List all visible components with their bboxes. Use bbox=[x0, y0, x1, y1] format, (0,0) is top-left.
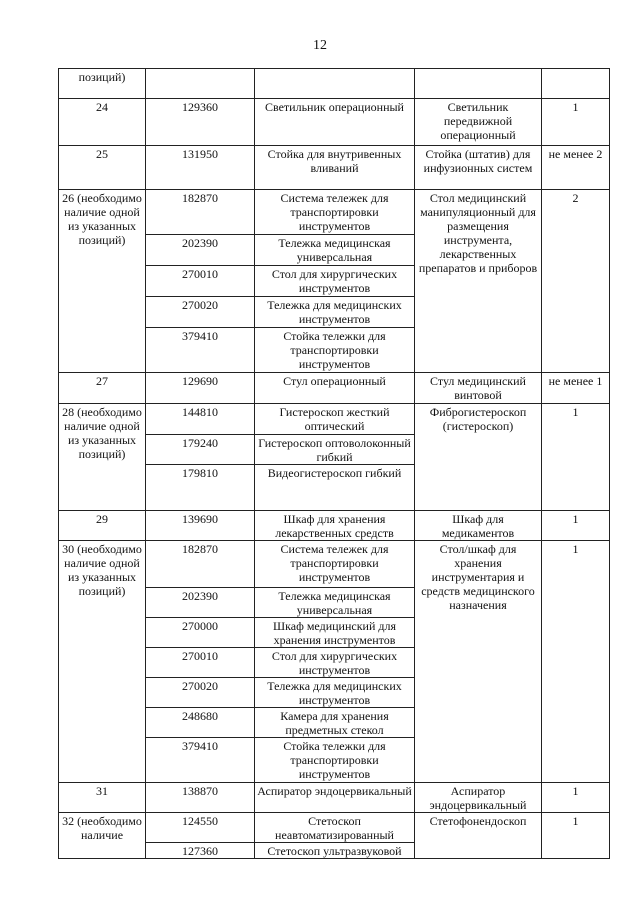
code-cell: 270020 bbox=[146, 678, 255, 708]
quantity-cell: 1 bbox=[542, 511, 610, 541]
quantity-cell: 1 bbox=[542, 541, 610, 783]
code-cell: 270010 bbox=[146, 648, 255, 678]
row-number-cell: 25 bbox=[59, 146, 146, 190]
name-cell: Стойка для внутривенных вливаний bbox=[255, 146, 415, 190]
name-cell: Стол для хирургических инструментов bbox=[255, 648, 415, 678]
equipment-table-body bbox=[59, 69, 610, 859]
name-cell: Система тележек для транспортировки инструментов bbox=[255, 541, 415, 588]
name-cell: Видеогистероскоп гибкий bbox=[255, 465, 415, 511]
table-row bbox=[59, 541, 610, 588]
quantity-cell: не менее 2 bbox=[542, 146, 610, 190]
code-cell: 124550 bbox=[146, 813, 255, 843]
name-cell: Система тележек для транспортировки инструментов bbox=[255, 190, 415, 235]
equivalent-cell: Стойка (штатив) для инфузионных систем bbox=[415, 146, 542, 190]
equivalent-cell: Аспиратор эндоцервикальный bbox=[415, 783, 542, 813]
name-cell: Стойка тележки для транспортировки инструментов bbox=[255, 738, 415, 783]
equivalent-cell: Светильник передвижной операционный bbox=[415, 99, 542, 146]
name-cell: Гистероскоп жесткий оптический bbox=[255, 404, 415, 435]
code-cell: 248680 bbox=[146, 708, 255, 738]
row-number-cell: 28 (необходимо наличие одной из указанных позиций) bbox=[59, 404, 146, 511]
name-cell: Гистероскоп оптоволоконный гибкий bbox=[255, 435, 415, 465]
code-cell: 202390 bbox=[146, 235, 255, 266]
equivalent-cell: Стол/шкаф для хранения инструментария и средств медицинского назначения bbox=[415, 541, 542, 783]
table-row bbox=[59, 783, 610, 813]
name-cell: Светильник операционный bbox=[255, 99, 415, 146]
code-cell: 182870 bbox=[146, 541, 255, 588]
quantity-cell: 1 bbox=[542, 99, 610, 146]
table-row bbox=[59, 373, 610, 404]
equivalent-cell: Стол медицинский манипуляционный для размещения инструмента, лекарственных препаратов и приборов bbox=[415, 190, 542, 373]
name-cell: Стетоскоп ультразвуковой bbox=[255, 843, 415, 859]
row-number-cell: 29 bbox=[59, 511, 146, 541]
quantity-cell: 1 bbox=[542, 813, 610, 859]
equivalent-cell: Шкаф для медикаментов bbox=[415, 511, 542, 541]
code-cell: 129360 bbox=[146, 99, 255, 146]
row-number-cell: 32 (необходимо наличие bbox=[59, 813, 146, 859]
code-cell: 182870 bbox=[146, 190, 255, 235]
equivalent-cell: Фиброгистероскоп (гистероскоп) bbox=[415, 404, 542, 511]
name-cell: Стойка тележки для транспортировки инструментов bbox=[255, 328, 415, 373]
code-cell: 270000 bbox=[146, 618, 255, 648]
code-cell: 270010 bbox=[146, 266, 255, 297]
code-cell: 179240 bbox=[146, 435, 255, 465]
code-cell: 138870 bbox=[146, 783, 255, 813]
name-cell: Тележка для медицинских инструментов bbox=[255, 678, 415, 708]
code-cell: 179810 bbox=[146, 465, 255, 511]
page-number: 12 bbox=[313, 38, 327, 53]
table-row bbox=[59, 404, 610, 435]
equipment-table bbox=[58, 68, 610, 859]
code-cell: 379410 bbox=[146, 328, 255, 373]
name-cell bbox=[255, 69, 415, 99]
row-number-cell: 27 bbox=[59, 373, 146, 404]
name-cell: Стетоскоп неавтоматизированный bbox=[255, 813, 415, 843]
quantity-cell: 2 bbox=[542, 190, 610, 373]
table-row bbox=[59, 69, 610, 99]
code-cell: 139690 bbox=[146, 511, 255, 541]
code-cell: 129690 bbox=[146, 373, 255, 404]
row-number-cell: позиций) bbox=[59, 69, 146, 99]
quantity-cell: не менее 1 bbox=[542, 373, 610, 404]
row-number-cell: 30 (необходимо наличие одной из указанных позиций) bbox=[59, 541, 146, 783]
code-cell: 144810 bbox=[146, 404, 255, 435]
name-cell: Стул операционный bbox=[255, 373, 415, 404]
equivalent-cell: Стул медицинский винтовой bbox=[415, 373, 542, 404]
name-cell: Шкаф медицинский для хранения инструментов bbox=[255, 618, 415, 648]
quantity-cell bbox=[542, 69, 610, 99]
name-cell: Аспиратор эндоцервикальный bbox=[255, 783, 415, 813]
quantity-cell: 1 bbox=[542, 783, 610, 813]
name-cell: Камера для хранения предметных стекол bbox=[255, 708, 415, 738]
code-cell: 379410 bbox=[146, 738, 255, 783]
name-cell: Тележка для медицинских инструментов bbox=[255, 297, 415, 328]
name-cell: Тележка медицинская универсальная bbox=[255, 235, 415, 266]
code-cell: 131950 bbox=[146, 146, 255, 190]
row-number-cell: 24 bbox=[59, 99, 146, 146]
code-cell: 127360 bbox=[146, 843, 255, 859]
name-cell: Стол для хирургических инструментов bbox=[255, 266, 415, 297]
table-row bbox=[59, 99, 610, 146]
table-row bbox=[59, 146, 610, 190]
name-cell: Тележка медицинская универсальная bbox=[255, 588, 415, 618]
row-number-cell: 26 (необходимо наличие одной из указанных позиций) bbox=[59, 190, 146, 373]
table-row bbox=[59, 511, 610, 541]
table-row bbox=[59, 190, 610, 235]
code-cell: 270020 bbox=[146, 297, 255, 328]
row-number-cell: 31 bbox=[59, 783, 146, 813]
quantity-cell: 1 bbox=[542, 404, 610, 511]
name-cell: Шкаф для хранения лекарственных средств bbox=[255, 511, 415, 541]
equivalent-cell: Стетофонендоскоп bbox=[415, 813, 542, 859]
equivalent-cell bbox=[415, 69, 542, 99]
code-cell: 202390 bbox=[146, 588, 255, 618]
code-cell bbox=[146, 69, 255, 99]
table-row bbox=[59, 813, 610, 843]
